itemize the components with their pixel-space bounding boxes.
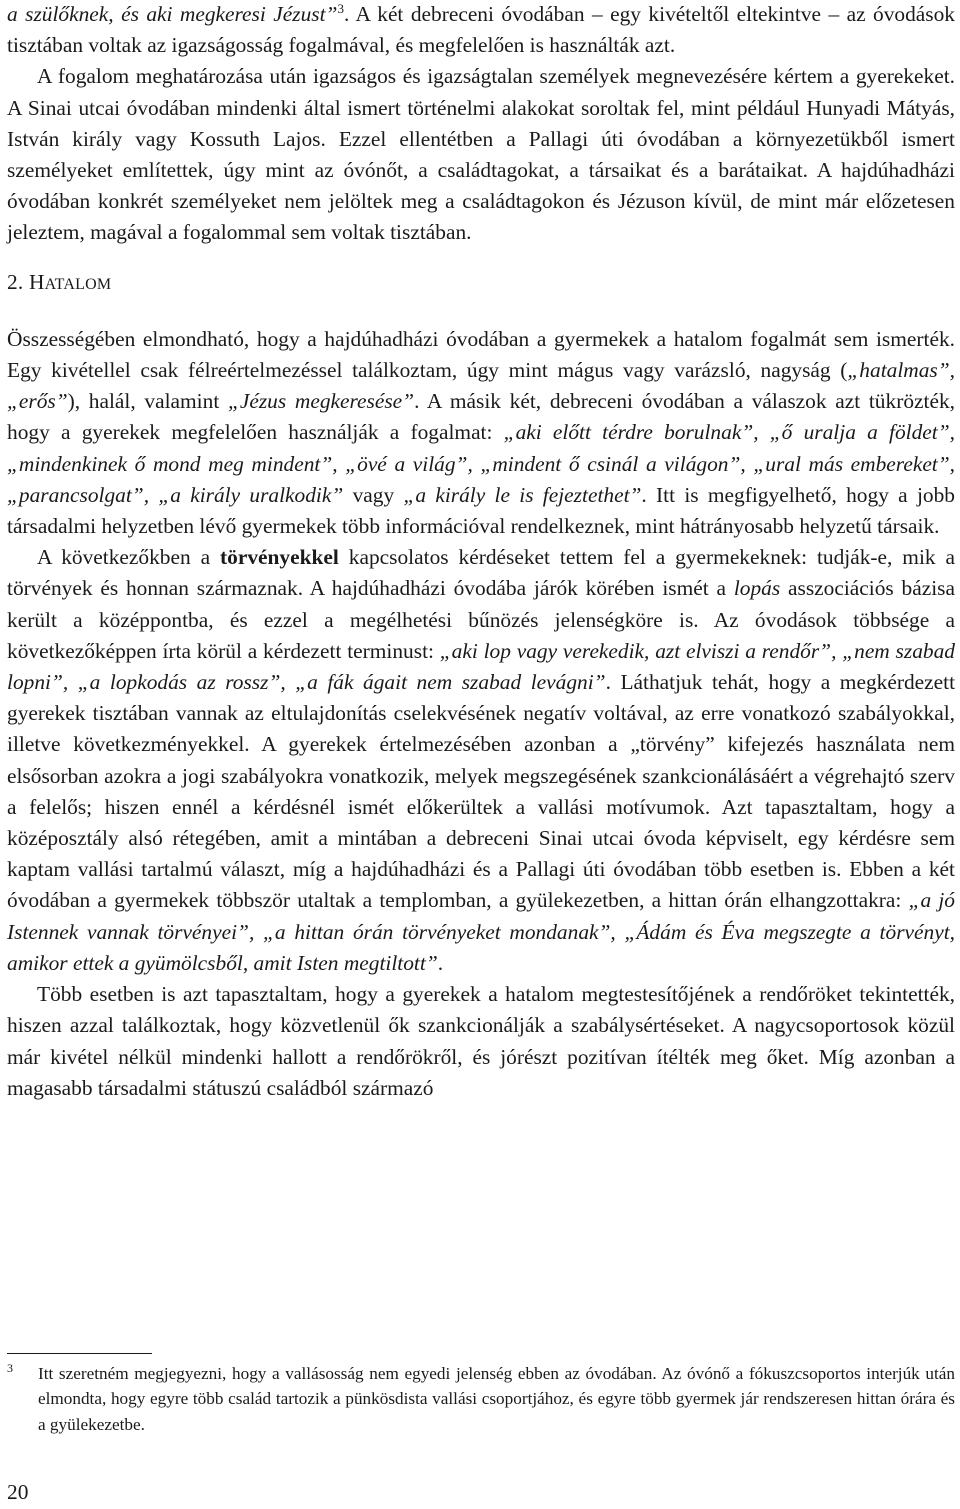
quote-1: „hatalmas”, „erős” xyxy=(7,358,955,414)
paragraph-4-text-d: . Láthatjuk tehát, hogy a megkérdezett gyerekek tisztában vannak az eltulajdonítás cselekvésének negatív voltával, az erre vonatkozó szabályokkal, illetve következményekkel. A gyerekek értelmezésében azonban a „törvény” kifejezés használata nem elsősorban azokra a jogi szabályokra vonatkozik, melyek megszegésének szankcionálásáért a végrehajtó szerv a felelős; hiszen ennél a kérdésnél ismét előkerültek a vallási motívumok. Azt tapasztaltam, hogy a középosztály alsó rétegében, amit a mintában a debreceni Sinai utcai óvoda képviselt, egy kérdésre sem kaptam vallási tartalmú választ, míg a hajdúhadházi és a Pallagi úti óvodában több esetben is. Ebben a két óvodában a gyermekek többször utaltak a templomban, a gyülekezetben, a hittan órán elhangzottakra: xyxy=(7,670,956,913)
paragraph-1 xyxy=(7,0,955,61)
quote-3: „aki előtt térdre borulnak”, „ő uralja a földet”, „mindenkinek ő mond meg mindent”, „övé a világ”, „mindent ő csinál a világon”, „ural más embereket”, „parancsolgat”, „a király uralkodik” xyxy=(7,420,955,507)
section-title-initial: H xyxy=(29,269,45,294)
section-heading xyxy=(7,267,955,300)
footnote-text: Itt szeretném megjegyezni, hogy a vallásosság nem egyedi jelenség ebben az óvodában. Az óvónő a fókuszcsoportos interjúk után elmondta, hogy egyre több család tartozik a pünkösdista vallási csoportjához, és egyre több gyermek jár rendszeresen hittan órára és a gyülekezetbe. xyxy=(38,1364,955,1434)
paragraph-4-text-c: asszociációs bázisa került a középpontba, és ezzel a megélhetési bűnözés jelenségköre is. Az óvodások többsége a következőképpen írta körül a kérdezett terminust: xyxy=(7,576,955,663)
quote-6: „a jó Istennek vannak törvényei”, „a hittan órán törvényeket mondanak”, „Ádám és Éva megszegte a törvényt, amikor ettek a gyümölcsből, amit Isten megtiltott” xyxy=(7,888,956,975)
section-number: 2. xyxy=(7,269,24,294)
quote-2: „Jézus megkeresése” xyxy=(227,389,415,414)
quote-continuation: a szülőknek, és aki megkeresi Jézust” xyxy=(7,2,338,26)
footnote-reference[interactable]: 3 xyxy=(337,0,344,16)
page-body xyxy=(7,0,955,1104)
footnote-divider xyxy=(7,1353,152,1354)
paragraph-3-text-a: Összességében elmondható, hogy a hajdúhadházi óvodában a gyermekek a hatalom fogalmát sem ismerték. Egy kivétellel csak félreértelmezéssel találkoztam, úgy mint mágus vagy varázsló, nagyság ( xyxy=(7,326,955,383)
paragraph-2: A fogalom meghatározása után igazságos és igazságtalan személyek megnevezésére kértem a gyerekeket. A Sinai utcai óvodában mindenki által ismert történelmi alakokat soroltak fel, mint például Hunyadi Mátyás, István király vagy Kossuth Lajos. Ezzel ellentétben a Pallagi úti óvodában a környezetükből ismert személyeket említettek, úgy mint az óvónőt, a családtagokat, a társaikat és a barátaikat. A hajdúhadházi óvodában konkrét személyeket nem jelöltek meg a családtagokon és Jézuson kívül, de mint már előzetesen jeleztem, magával a fogalommal sem voltak tisztában. xyxy=(7,64,955,245)
paragraph-4-text-a: A következőkben a xyxy=(37,545,221,570)
keyword-italic: lopás xyxy=(733,576,781,601)
paragraph-4 xyxy=(7,542,955,979)
quote-5: „aki lop vagy verekedik, azt elviszi a rendőr”, „nem szabad lopni”, „a lopkodás az rossz”, „a fák ágait nem szabad levágni” xyxy=(7,638,955,695)
paragraph-3-text-d: vagy xyxy=(343,482,404,507)
paragraph-5: Több esetben is azt tapasztaltam, hogy a gyerekek a hatalom megtestesítőjének a rendőröket tekintették, hiszen azzal találkoztak, hogy közvetlenül ők szankcionálják a szabálysértéseket. A nagycsoportosok közül már kivétel nélkül mindenki hallott a rendőrökről, és jórészt pozitívan ítélték meg őket. Míg azonban a magasabb társadalmi státuszú családból származó xyxy=(7,982,955,1100)
paragraph-4-text-b: kapcsolatos kérdéseket tettem fel a gyermekeknek: tudják-e, mik a törvények és honnan származnak. A hajdúhadházi óvodába járók körében ismét a xyxy=(7,545,955,601)
paragraph-3-text-b: ), halál, valamint xyxy=(67,389,228,414)
footnote-mark: 3 xyxy=(7,1361,13,1375)
paragraph-3-text-c: . A másik két, debreceni óvodában a válaszok azt tükrözték, hogy a gyerekek megfelelően használják a fogalmat: xyxy=(7,389,955,445)
paragraph-1-text: . A két debreceni óvodában – egy kivételtől eltekintve – az óvodások tisztában voltak az igazságosság fogalmával, és megfelelően is használták azt. xyxy=(7,2,955,58)
paragraph-3-text-e: . Itt is megfigyelhető, hogy a jobb társadalmi helyzetben lévő gyermekek több információval rendelkeznek, mint hátrányosabb helyzetű társaik. xyxy=(7,482,955,539)
quote-4: „a király le is fejeztethet” xyxy=(403,482,642,507)
paragraph-3 xyxy=(7,324,955,542)
footnote xyxy=(7,1361,955,1437)
section-title-rest: ATALOM xyxy=(44,275,112,293)
paragraph-4-text-e: . xyxy=(437,950,444,975)
keyword-bold: törvényekkel xyxy=(220,545,339,570)
page-number: 20 xyxy=(7,1480,29,1504)
